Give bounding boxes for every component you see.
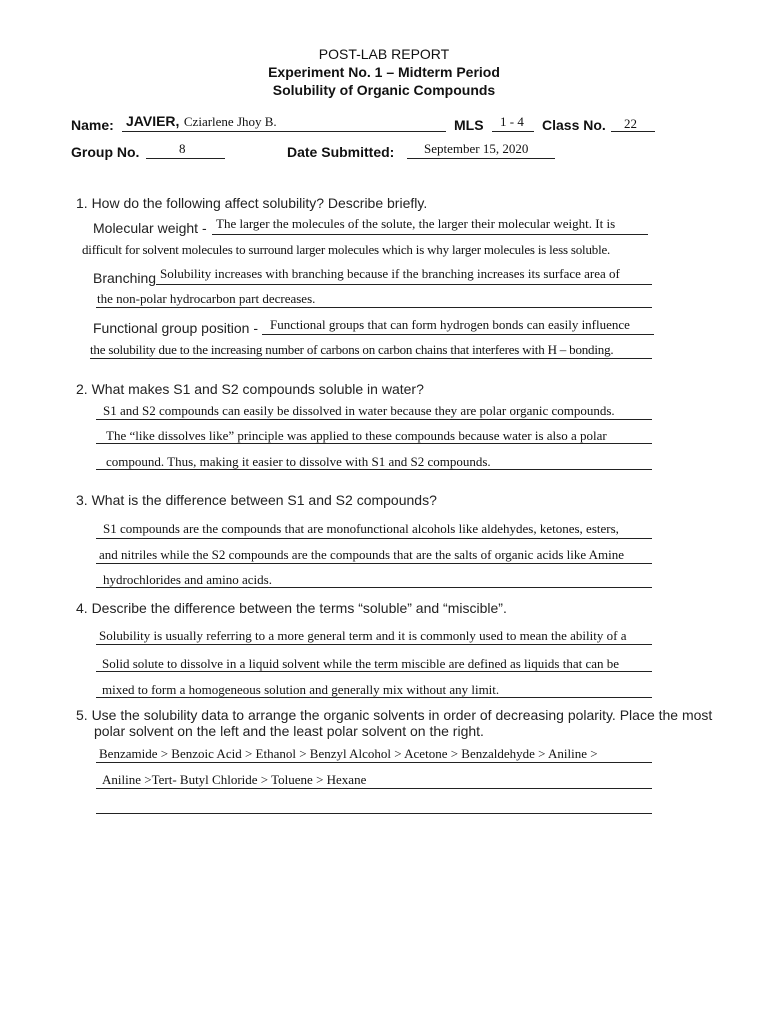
question-3-answer-3: hydrochlorides and amino acids. — [103, 572, 272, 587]
group-underline — [146, 158, 225, 159]
answer-line — [96, 563, 652, 564]
name-underline — [122, 131, 446, 132]
question-5-answer-1: Benzamide > Benzoic Acid > Ethanol > Benzyl Alcohol > Acetone > Benzaldehyde > Aniline > — [99, 746, 598, 761]
question-1: 1. How do the following affect solubility? Describe briefly. — [76, 195, 428, 211]
name-surname: JAVIER, — [126, 113, 180, 129]
question-5-line-2: polar solvent on the left and the least polar solvent on the right. — [94, 723, 484, 739]
branching-answer-2: the non-polar hydrocarbon part decreases. — [97, 291, 316, 306]
functional-group-answer-2: the solubility due to the increasing number of carbons on carbon chains that interferes with H – bonding. — [90, 342, 614, 357]
answer-line — [96, 644, 652, 645]
date-value: September 15, 2020 — [424, 141, 529, 156]
question-5-line-1: 5. Use the solubility data to arrange the organic solvents in order of decreasing polarity. Place the most — [76, 707, 713, 723]
name-label: Name: — [71, 117, 114, 133]
question-4-answer-3: mixed to form a homogeneous solution and generally mix without any limit. — [102, 682, 500, 697]
name-given: Cziarlene Jhoy B. — [183, 114, 277, 129]
question-4: 4. Describe the difference between the terms “soluble” and “miscible”. — [76, 600, 507, 616]
question-4-answer-2: Solid solute to dissolve in a liquid solvent while the term miscible are defined as liquids that can be — [102, 656, 620, 671]
class-label: Class No. — [542, 117, 606, 133]
branching-answer-1: Solubility increases with branching because if the branching increases its surface area of — [160, 266, 620, 281]
question-4-answer-1: Solubility is usually referring to a more general term and it is commonly used to mean the ability of a — [99, 628, 627, 643]
question-3-answer-1: S1 compounds are the compounds that are monofunctional alcohols like aldehydes, ketones, esters, — [103, 521, 619, 536]
answer-line — [96, 307, 652, 308]
group-value: 8 — [179, 141, 186, 156]
experiment-subtitle: Solubility of Organic Compounds — [272, 82, 496, 98]
functional-group-answer-1: Functional groups that can form hydrogen bonds can easily influence — [270, 317, 630, 332]
date-underline — [407, 158, 555, 159]
question-3: 3. What is the difference between S1 and S2 compounds? — [76, 492, 437, 508]
molecular-weight-answer-2: difficult for solvent molecules to surround larger molecules which is why larger molecules is less soluble. — [82, 242, 611, 257]
question-5-answer-2: Aniline >Tert- Butyl Chloride > Toluene > Hexane — [102, 772, 367, 787]
question-2: 2. What makes S1 and S2 compounds soluble in water? — [76, 381, 424, 397]
question-3-answer-2: and nitriles while the S2 compounds are the compounds that are the salts of organic acids like Amine — [99, 547, 625, 562]
question-2-answer-3: compound. Thus, making it easier to dissolve with S1 and S2 compounds. — [106, 454, 491, 469]
mls-underline — [492, 131, 534, 132]
answer-line — [96, 419, 652, 420]
name-value — [126, 113, 277, 131]
functional-group-label: Functional group position - — [93, 320, 258, 336]
answer-line — [156, 284, 652, 285]
experiment-title: Experiment No. 1 – Midterm Period — [268, 64, 500, 80]
report-title: POST-LAB REPORT — [318, 46, 450, 62]
molecular-weight-label: Molecular weight - — [93, 220, 207, 236]
answer-line — [212, 234, 648, 235]
answer-line — [96, 762, 652, 763]
date-label: Date Submitted: — [287, 144, 395, 160]
mls-label: MLS — [454, 117, 484, 133]
molecular-weight-answer-1: The larger the molecules of the solute, the larger their molecular weight. It is — [216, 216, 616, 231]
mls-value: 1 - 4 — [500, 114, 524, 129]
answer-line — [262, 334, 654, 335]
class-value: 22 — [624, 116, 637, 131]
question-2-answer-1: S1 and S2 compounds can easily be dissolved in water because they are polar organic compounds. — [103, 403, 615, 418]
group-label: Group No. — [71, 144, 140, 160]
question-2-answer-2: The “like dissolves like” principle was applied to these compounds because water is also a polar — [106, 428, 607, 443]
answer-line — [96, 788, 652, 789]
answer-line — [96, 813, 652, 814]
answer-line — [96, 538, 652, 539]
branching-label: Branching — [93, 270, 157, 286]
answer-line — [90, 358, 652, 359]
